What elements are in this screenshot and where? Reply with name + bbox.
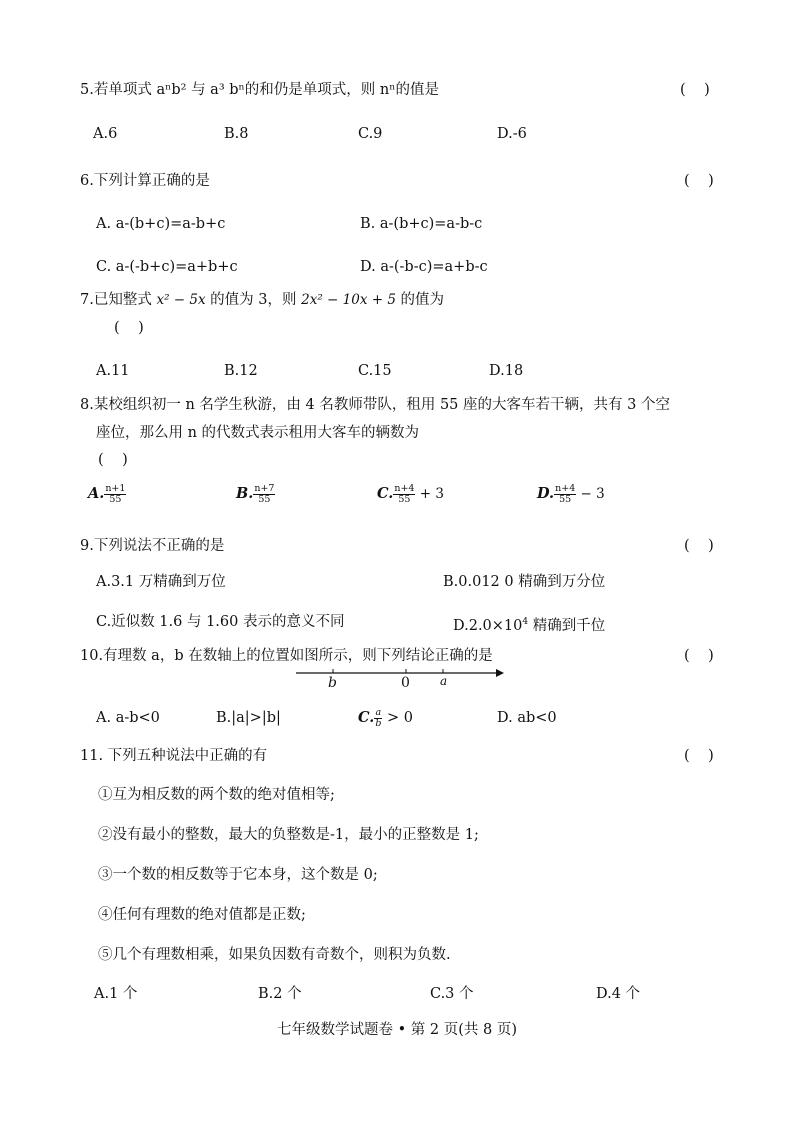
q5-option-c: C.9 xyxy=(358,126,383,142)
q9-answer-paren: ( ) xyxy=(684,538,714,554)
q9-option-d-exponent: 4 xyxy=(522,617,529,627)
q8-option-d xyxy=(537,480,605,508)
q10-option-d: D. ab<0 xyxy=(497,710,557,726)
q7-stem-pre: 7.已知整式 xyxy=(80,292,157,308)
q9-option-d-base: D.2.0×10 xyxy=(453,617,523,634)
q7-option-b: B.12 xyxy=(224,363,258,379)
q10-option-c-tail: > 0 xyxy=(382,710,414,726)
q8-option-c xyxy=(377,480,444,508)
q5-option-d: D.-6 xyxy=(497,126,527,142)
q8-stem-line2: 座位，那么用 n 的代数式表示租用大客车的辆数为 xyxy=(96,425,420,441)
q11-option-c: C.3 个 xyxy=(430,986,474,1002)
q11-stem: 11. 下列五种说法中正确的有 xyxy=(80,748,268,764)
q8-option-b-numerator: n+7 xyxy=(254,482,275,494)
q11-statement-4: ④任何有理数的绝对值都是正数; xyxy=(98,907,306,923)
q7-option-a: A.11 xyxy=(96,363,130,379)
label-a: a xyxy=(440,674,448,688)
q9-option-b: B.0.012 0 精确到万分位 xyxy=(443,574,606,590)
q6-option-b: B. a-(b+c)=a-b-c xyxy=(360,216,483,232)
q8-option-d-numerator: n+4 xyxy=(555,482,576,494)
q8-option-d-fraction xyxy=(554,484,576,505)
label-zero: 0 xyxy=(401,675,410,691)
q11-statement-5: ⑤几个有理数相乘，如果负因数有奇数个，则积为负数. xyxy=(98,947,451,963)
q8-option-b xyxy=(236,480,275,508)
label-b: b xyxy=(328,675,337,691)
q8-option-c-tail: + 3 xyxy=(415,486,444,502)
q7-option-d: D.18 xyxy=(489,363,524,379)
number-line xyxy=(296,664,506,694)
q9-stem: 9.下列说法不正确的是 xyxy=(80,538,225,554)
q8-option-c-denominator: 55 xyxy=(398,493,411,505)
q9-option-d xyxy=(453,612,605,636)
q8-option-b-letter: B. xyxy=(236,485,254,502)
q10-option-c xyxy=(358,704,413,732)
q9-option-c: C.近似数 1.6 与 1.60 表示的意义不同 xyxy=(96,614,345,630)
q7-answer-paren: ( ) xyxy=(114,320,144,336)
q11-option-d: D.4 个 xyxy=(596,986,641,1002)
q9-option-d-tail: 精确到千位 xyxy=(528,617,606,634)
q6-stem: 6.下列计算正确的是 xyxy=(80,173,210,189)
q5-answer-paren: ( ) xyxy=(680,82,710,98)
q8-answer-paren: ( ) xyxy=(98,452,128,468)
q11-statement-3: ③一个数的相反数等于它本身，这个数是 0; xyxy=(98,867,378,883)
q5-option-a: A.6 xyxy=(93,126,118,142)
page-footer: 七年级数学试题卷 • 第 2 页(共 8 页) xyxy=(277,1022,517,1038)
q8-option-c-letter: C. xyxy=(377,485,394,502)
q8-option-a-letter: A. xyxy=(88,485,105,502)
q10-option-c-denominator: b xyxy=(375,717,382,729)
q8-option-a xyxy=(88,480,126,508)
q10-option-b: B.|a|>|b| xyxy=(216,710,281,726)
q11-answer-paren: ( ) xyxy=(684,748,714,764)
q5-option-b: B.8 xyxy=(224,126,249,142)
q10-option-c-numerator: a xyxy=(375,706,382,718)
q7-expr1: x² − 5x xyxy=(156,292,206,308)
q8-option-d-tail: − 3 xyxy=(576,486,605,502)
q11-statement-2: ②没有最小的整数，最大的负整数是-1，最小的正整数是 1; xyxy=(98,827,479,843)
q10-stem: 10.有理数 a，b 在数轴上的位置如图所示，则下列结论正确的是 xyxy=(80,648,493,664)
q6-option-d: D. a-(-b-c)=a+b-c xyxy=(360,259,488,275)
q11-option-a: A.1 个 xyxy=(94,986,138,1002)
q7-option-c: C.15 xyxy=(358,363,392,379)
q8-option-d-denominator: 55 xyxy=(559,493,572,505)
q8-option-a-numerator: n+1 xyxy=(105,482,126,494)
q10-option-c-letter: C. xyxy=(358,709,375,726)
q11-option-b: B.2 个 xyxy=(258,986,302,1002)
q8-option-c-numerator: n+4 xyxy=(394,482,415,494)
q8-option-c-fraction xyxy=(393,484,415,505)
q6-option-c: C. a-(-b+c)=a+b+c xyxy=(96,259,238,275)
q8-option-b-fraction xyxy=(253,484,275,505)
number-line-arrow xyxy=(496,669,504,677)
q5-stem: 5.若单项式 aⁿb² 与 a³ bⁿ的和仍是单项式，则 nⁿ的值是 xyxy=(80,82,440,98)
q8-option-d-letter: D. xyxy=(537,485,555,502)
q7-stem-post: 的值为 xyxy=(395,292,445,308)
q8-stem-line1: 8.某校组织初一 n 名学生秋游，由 4 名教师带队，租用 55 座的大客车若干辆，共有 3 个空 xyxy=(80,397,670,413)
q8-option-a-fraction xyxy=(104,484,126,505)
q6-option-a: A. a-(b+c)=a-b+c xyxy=(96,216,226,232)
q8-option-b-denominator: 55 xyxy=(258,493,271,505)
q7-stem xyxy=(80,290,444,310)
q10-option-a: A. a-b<0 xyxy=(96,710,160,726)
q6-answer-paren: ( ) xyxy=(684,173,714,189)
q11-statement-1: ①互为相反数的两个数的绝对值相等; xyxy=(98,787,335,803)
q10-answer-paren: ( ) xyxy=(684,648,714,664)
q8-option-a-denominator: 55 xyxy=(109,493,122,505)
q7-expr2: 2x² − 10x + 5 xyxy=(301,292,396,308)
q9-option-a: A.3.1 万精确到万位 xyxy=(96,574,226,590)
q7-stem-mid: 的值为 3，则 xyxy=(205,292,302,308)
